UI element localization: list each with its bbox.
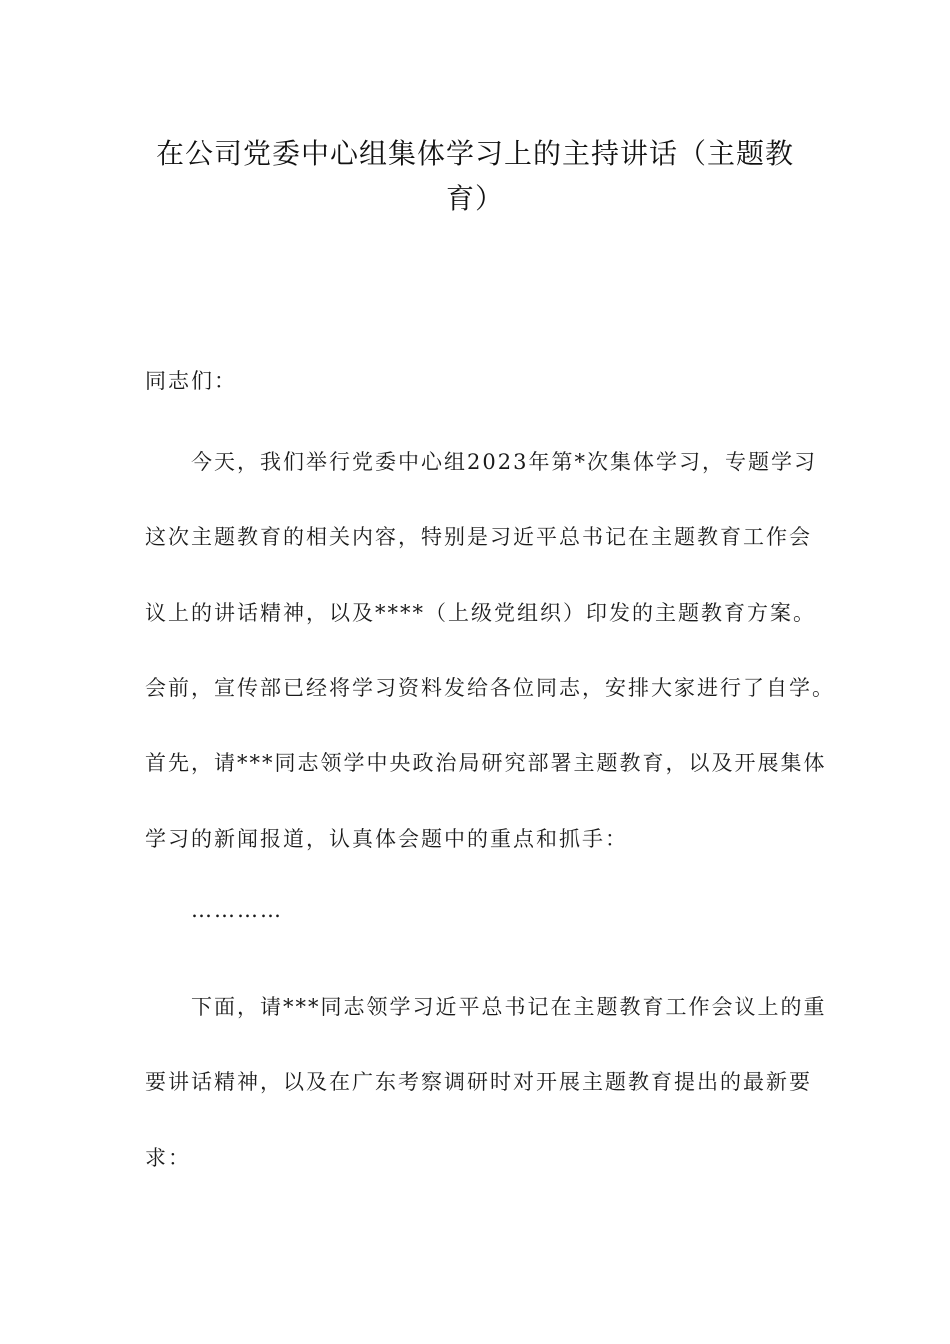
- ellipsis: …………: [191, 898, 283, 922]
- paragraph-2-line-2: 要讲话精神，以及在广东考察调研时对开展主题教育提出的最新要: [145, 1070, 812, 1094]
- paragraph-2-line-3: 求：: [145, 1146, 191, 1170]
- paragraph-2-line-1: 下面，请***同志领学习近平总书记在主题教育工作会议上的重: [191, 995, 827, 1019]
- paragraph-1-line-5: 首先，请***同志领学中央政治局研究部署主题教育，以及开展集体: [145, 751, 827, 775]
- paragraph-1-line-4: 会前，宣传部已经将学习资料发给各位同志，安排大家进行了自学。: [145, 676, 835, 700]
- salutation: 同志们：: [145, 369, 237, 393]
- paragraph-1-line-3: 议上的讲话精神，以及****（上级党组织）印发的主题教育方案。: [145, 601, 816, 625]
- document-title-line-2: 育）: [445, 182, 504, 215]
- paragraph-1-line-6: 学习的新闻报道，认真体会题中的重点和抓手：: [145, 827, 628, 851]
- paragraph-1-line-1: 今天，我们举行党委中心组2023年第*次集体学习，专题学习: [191, 450, 817, 474]
- document-title-line-1: 在公司党委中心组集体学习上的主持讲话（主题教: [155, 137, 794, 170]
- paragraph-1-line-2: 这次主题教育的相关内容，特别是习近平总书记在主题教育工作会: [145, 525, 812, 549]
